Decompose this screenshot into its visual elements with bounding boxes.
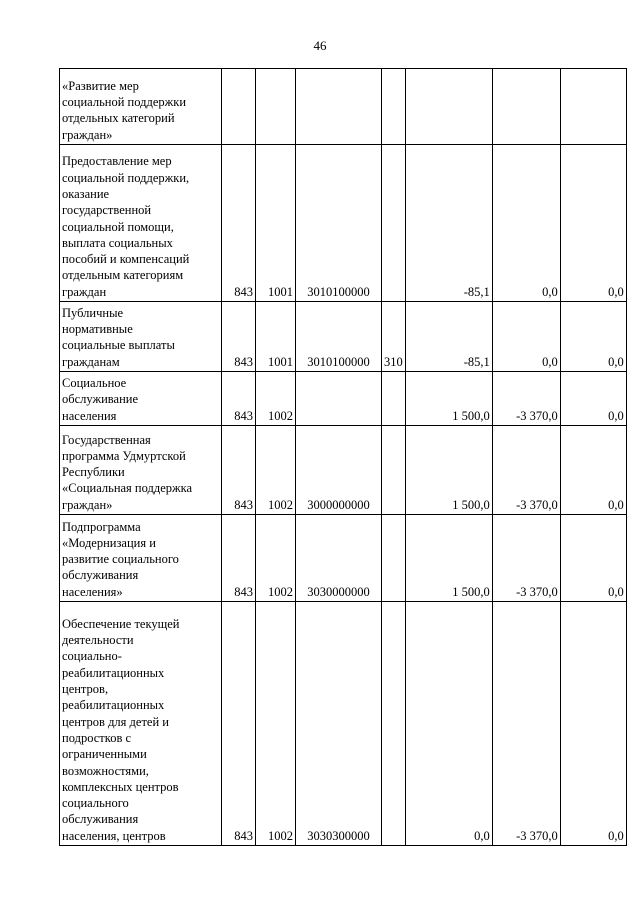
row-name-cell bbox=[60, 426, 222, 515]
amount-year2-cell: -3 370,0 bbox=[492, 372, 560, 426]
target-article-cell bbox=[296, 69, 382, 145]
amount-year3-cell: 0,0 bbox=[560, 302, 626, 372]
target-article-cell: 3030300000 bbox=[296, 602, 382, 846]
row-name: Социальное обслуживание населения bbox=[62, 376, 139, 423]
row-name-cell bbox=[60, 69, 222, 145]
table-row bbox=[60, 426, 627, 515]
amount-year3-cell bbox=[560, 69, 626, 145]
expense-type-cell bbox=[382, 602, 406, 846]
ministry-code-cell: 843 bbox=[222, 145, 256, 302]
table-row bbox=[60, 602, 627, 846]
section-code-cell: 1002 bbox=[256, 515, 296, 602]
amount-year2-cell: 0,0 bbox=[492, 145, 560, 302]
ministry-code-cell: 843 bbox=[222, 302, 256, 372]
row-name: Обеспечение текущей деятельности социально- реабилитационных центров, реабилитационных центров для детей и подростков с ограниченными возможностями, комплексных центров социального обслуживания населения, центров bbox=[62, 616, 180, 843]
section-code-cell bbox=[256, 69, 296, 145]
table-row bbox=[60, 302, 627, 372]
ministry-code-cell bbox=[222, 69, 256, 145]
expense-type-cell bbox=[382, 515, 406, 602]
ministry-code-cell: 843 bbox=[222, 602, 256, 846]
expense-type-cell bbox=[382, 145, 406, 302]
row-name-cell bbox=[60, 372, 222, 426]
row-name-cell bbox=[60, 302, 222, 372]
amount-year2-cell bbox=[492, 69, 560, 145]
expense-type-cell: 310 bbox=[382, 302, 406, 372]
row-name-cell bbox=[60, 602, 222, 846]
row-name: Публичные нормативные социальные выплаты гражданам bbox=[62, 305, 175, 369]
target-article-cell: 3010100000 bbox=[296, 145, 382, 302]
ministry-code-cell: 843 bbox=[222, 372, 256, 426]
amount-year1-cell: 0,0 bbox=[405, 602, 492, 846]
table-row bbox=[60, 515, 627, 602]
amount-year1-cell: 1 500,0 bbox=[405, 372, 492, 426]
budget-table bbox=[59, 68, 627, 846]
expense-type-cell bbox=[382, 372, 406, 426]
amount-year2-cell: -3 370,0 bbox=[492, 426, 560, 515]
page-number: 46 bbox=[313, 38, 327, 53]
amount-year1-cell: -85,1 bbox=[405, 145, 492, 302]
amount-year1-cell: -85,1 bbox=[405, 302, 492, 372]
expense-type-cell bbox=[382, 69, 406, 145]
amount-year3-cell: 0,0 bbox=[560, 515, 626, 602]
amount-year1-cell bbox=[405, 69, 492, 145]
table-row bbox=[60, 145, 627, 302]
amount-year2-cell: -3 370,0 bbox=[492, 602, 560, 846]
row-name-cell bbox=[60, 515, 222, 602]
ministry-code-cell: 843 bbox=[222, 515, 256, 602]
row-name-cell bbox=[60, 145, 222, 302]
amount-year3-cell: 0,0 bbox=[560, 372, 626, 426]
row-name: Предоставление мер социальной поддержки, оказание государственной социальной помощи, выплата социальных пособий и компенсаций отдельным категориям граждан bbox=[62, 154, 190, 299]
section-code-cell: 1002 bbox=[256, 426, 296, 515]
amount-year1-cell: 1 500,0 bbox=[405, 426, 492, 515]
target-article-cell: 3010100000 bbox=[296, 302, 382, 372]
section-code-cell: 1002 bbox=[256, 372, 296, 426]
row-name: «Развитие мер социальной поддержки отдельных категорий граждан» bbox=[62, 78, 187, 142]
table-row bbox=[60, 372, 627, 426]
ministry-code-cell: 843 bbox=[222, 426, 256, 515]
section-code-cell: 1001 bbox=[256, 145, 296, 302]
section-code-cell: 1001 bbox=[256, 302, 296, 372]
target-article-cell: 3000000000 bbox=[296, 426, 382, 515]
target-article-cell bbox=[296, 372, 382, 426]
section-code-cell: 1002 bbox=[256, 602, 296, 846]
amount-year2-cell: -3 370,0 bbox=[492, 515, 560, 602]
target-article-cell: 3030000000 bbox=[296, 515, 382, 602]
expense-type-cell bbox=[382, 426, 406, 515]
row-name: Подпрограмма «Модернизация и развитие социального обслуживания населения» bbox=[62, 519, 179, 599]
amount-year1-cell: 1 500,0 bbox=[405, 515, 492, 602]
table-row bbox=[60, 69, 627, 145]
amount-year2-cell: 0,0 bbox=[492, 302, 560, 372]
row-name: Государственная программа Удмуртской Республики «Социальная поддержка граждан» bbox=[62, 432, 193, 512]
amount-year3-cell: 0,0 bbox=[560, 602, 626, 846]
amount-year3-cell: 0,0 bbox=[560, 145, 626, 302]
amount-year3-cell: 0,0 bbox=[560, 426, 626, 515]
